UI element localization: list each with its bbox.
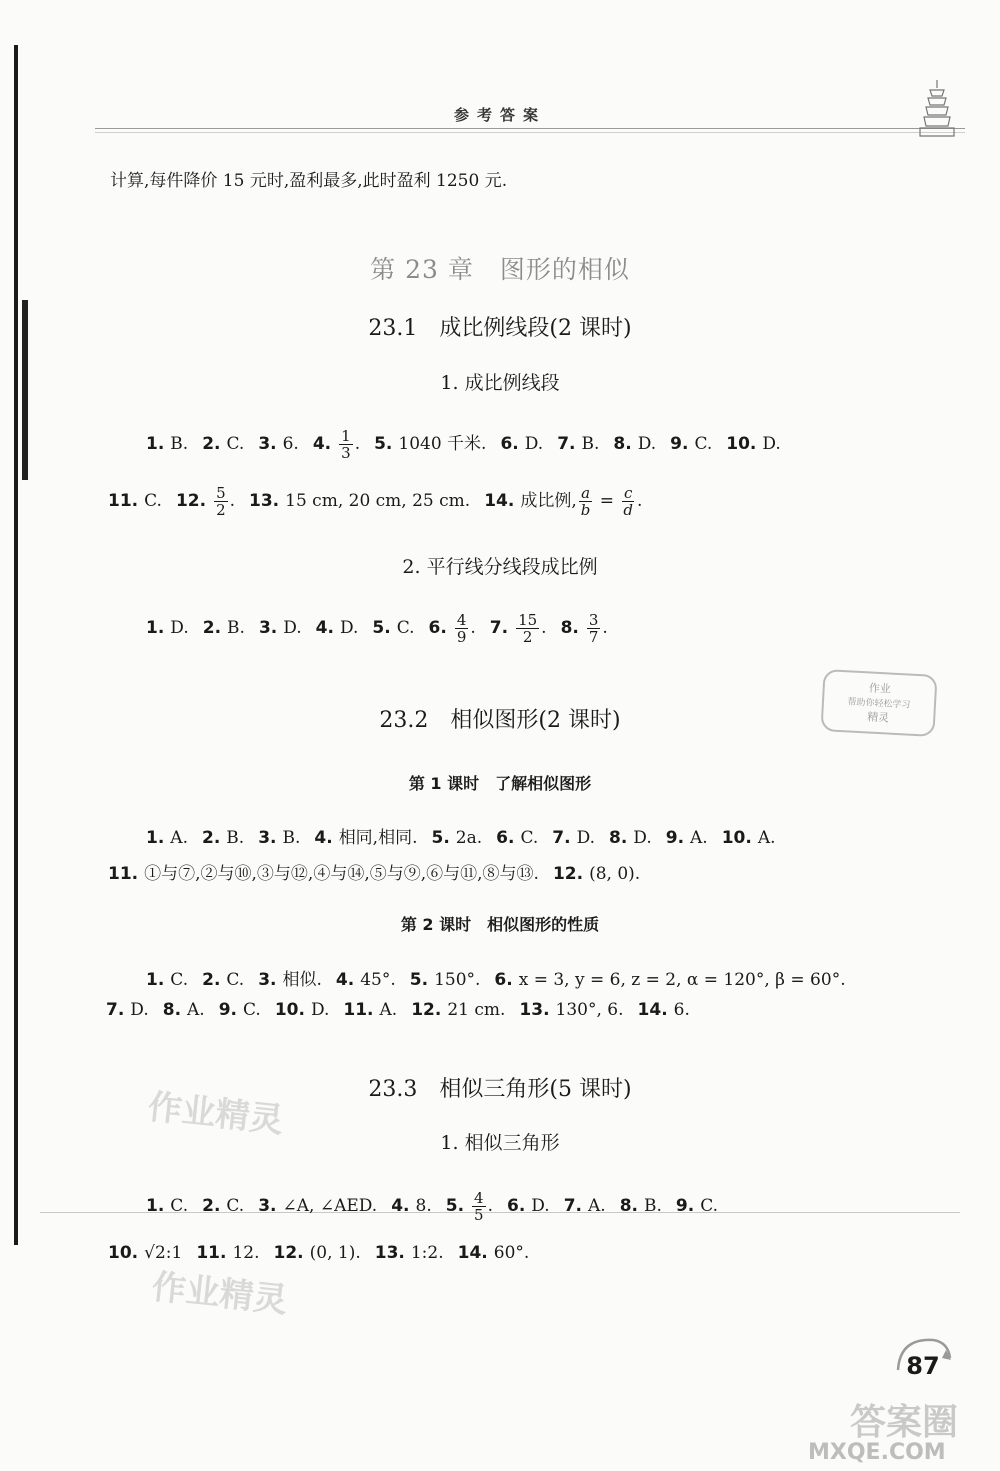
answer-number: 4. [312, 434, 332, 454]
answer-item [146, 434, 188, 454]
answer-item [391, 1196, 432, 1216]
answer-item [196, 1243, 259, 1263]
answer-number: 12. [411, 1000, 442, 1020]
answer-number: 12. [273, 1243, 304, 1263]
answer-number: 14. [484, 491, 515, 511]
answer-value: C. [226, 970, 245, 990]
answer-item [670, 434, 712, 454]
answer-number: 7. [106, 1000, 125, 1020]
answer-value: ①与⑦,②与⑩,③与⑫,④与⑭,⑤与⑨,⑥与⑪,⑧与⑬. [144, 864, 539, 884]
answer-number: 10. [108, 1243, 139, 1263]
answer-number: 2. [201, 828, 221, 848]
answer-number: 4. [391, 1196, 410, 1216]
answer-item [258, 965, 322, 990]
section-title-23-3: 23.3 相似三角形(5 课时) [368, 1077, 632, 1102]
fraction [472, 1190, 486, 1223]
answer-value: A. [757, 828, 776, 848]
answer-item [316, 618, 359, 638]
fraction-denominator: 9 [456, 628, 467, 646]
answer-item [490, 612, 547, 645]
answer-number: 9. [670, 434, 689, 454]
answer-value: C. [226, 1196, 245, 1216]
answer-number: 7. [557, 434, 576, 454]
pagoda-icon [912, 78, 962, 140]
answer-value: B. [282, 828, 301, 848]
answer-value: 12. [232, 1243, 260, 1263]
answer-number: 8. [619, 1196, 638, 1216]
answer-item [620, 1196, 662, 1216]
fraction-denominator: b [580, 501, 591, 519]
answer-number: 13. [249, 491, 280, 511]
answer-value: 8. [415, 1196, 432, 1216]
answer-row [0, 1243, 1000, 1263]
answer-item [676, 1196, 718, 1216]
answer-value: C. [396, 618, 415, 638]
answer-item [507, 1196, 550, 1216]
answer-number: 8. [609, 828, 628, 848]
fraction [516, 612, 539, 645]
site-watermark: MXQE.COM [808, 1440, 946, 1465]
binding-edge [14, 45, 36, 1245]
answer-value: C. [520, 828, 539, 848]
answer-value: 2a. [455, 828, 483, 848]
answer-value: A. [379, 1000, 398, 1020]
brand-watermark: 答案圈 [850, 1402, 959, 1443]
answer-number: 3. [258, 1196, 277, 1216]
answer-row [0, 823, 1000, 848]
answer-number: 8. [613, 434, 632, 454]
stamp-line-1: 作业 [868, 681, 892, 696]
answer-value: 15 cm, 20 cm, 25 cm. [285, 491, 471, 511]
answer-number: 1. [146, 828, 165, 848]
fraction-denominator: 5 [474, 1206, 484, 1224]
answer-value: B. [581, 434, 600, 454]
fraction-denominator: 3 [341, 444, 351, 462]
answer-number: 11. [108, 491, 139, 511]
answer-number: 3. [258, 828, 277, 848]
fraction-numerator: 3 [588, 611, 599, 629]
answer-item [500, 434, 543, 454]
fraction-numerator: c [624, 484, 633, 502]
answer-item [258, 1196, 377, 1216]
answer-item [557, 434, 599, 454]
answer-item [146, 618, 189, 638]
answer-value: √2:1 [144, 1243, 183, 1263]
answer-number: 4. [315, 618, 334, 638]
answer-number: 3. [258, 434, 277, 454]
answer-punct: . [470, 618, 476, 638]
answer-value: 45°. [360, 970, 396, 990]
fraction [621, 485, 635, 518]
answer-number: 11. [108, 864, 139, 884]
answer-value: B. [227, 618, 245, 638]
answer-punct: . [229, 491, 236, 511]
answer-number: 12. [175, 491, 207, 511]
stamp-line-2: 帮助你轻松学习 [847, 697, 911, 711]
answer-value: 成比例, [520, 491, 577, 511]
answer-item [411, 1000, 505, 1020]
answer-item [146, 1196, 188, 1216]
answer-item [258, 828, 300, 848]
answer-value: x = 3, y = 6, z = 2, α = 120°, β = 60°. [518, 970, 846, 990]
answer-value: (0, 1). [309, 1243, 361, 1263]
answer-value: 60°. [493, 1243, 530, 1263]
answer-value: 1040 千米. [398, 434, 487, 454]
answer-number: 6. [496, 828, 515, 848]
fraction [587, 612, 601, 645]
answer-number: 14. [457, 1243, 488, 1263]
answer-punct: . [541, 618, 547, 638]
answer-value: D. [576, 828, 595, 848]
answer-item [666, 828, 708, 848]
answer-item [343, 1000, 397, 1020]
answer-item [552, 828, 595, 848]
answer-value: 相似. [282, 970, 322, 990]
answer-value: D. [633, 828, 652, 848]
answer-row [0, 965, 1000, 990]
fraction [579, 485, 593, 518]
fraction [455, 612, 469, 645]
answer-row [0, 428, 1000, 461]
lesson-title-2: 第 2 课时 相似图形的性质 [400, 915, 600, 934]
answer-value: (8, 0). [589, 864, 641, 884]
answer-value: ∠A, ∠AED. [282, 1196, 378, 1216]
answer-item [564, 1196, 606, 1216]
answer-value: C. [170, 970, 189, 990]
answer-number: 10. [274, 1000, 305, 1020]
answer-number: 12. [552, 864, 584, 884]
subsection-title-proportional-segments: 1. 成比例线段 [440, 372, 560, 394]
answer-item [722, 828, 776, 848]
fraction-denominator: d [623, 501, 634, 519]
fraction-numerator: 15 [518, 611, 538, 629]
answer-number: 1. [146, 434, 165, 454]
answer-item [553, 864, 640, 884]
answer-number: 11. [343, 1000, 374, 1020]
section-title-23-2: 23.2 相似图形(2 课时) [379, 708, 621, 733]
answer-item [106, 1000, 149, 1020]
answer-number: 13. [374, 1243, 405, 1263]
page-header-title: 参考答案 [453, 106, 546, 124]
answer-number: 7. [552, 828, 571, 848]
answer-item [202, 828, 244, 848]
answer-item [146, 828, 188, 848]
answer-value: 21 cm. [447, 1000, 506, 1020]
answer-number: 3. [258, 970, 277, 990]
answer-value: D. [170, 618, 189, 638]
answer-item [108, 491, 162, 511]
answer-value: A. [170, 828, 188, 848]
answer-number: 7. [563, 1196, 583, 1216]
answer-number: 9. [218, 1000, 238, 1020]
answer-number: 2. [202, 618, 222, 638]
answer-number: 4. [335, 970, 355, 990]
answer-item [638, 1000, 690, 1020]
stamp-line-3: 精灵 [866, 710, 890, 725]
answer-value: D. [283, 618, 302, 638]
fraction-denominator: 2 [216, 501, 226, 519]
answer-number: 6. [428, 618, 447, 638]
answer-item [202, 434, 244, 454]
chapter-title: 第 23 章 图形的相似 [370, 255, 630, 284]
fraction [339, 428, 353, 461]
answer-item [314, 823, 417, 848]
answer-number: 1. [146, 618, 165, 638]
intro-text: 计算,每件降价 15 元时,盈利最多,此时盈利 1250 元. [110, 171, 508, 191]
answer-number: 6. [494, 970, 513, 990]
answer-item [219, 1000, 261, 1020]
answer-row [0, 1000, 1000, 1020]
answer-punct: . [602, 618, 608, 638]
answer-value: 130°, 6. [555, 1000, 624, 1020]
answer-value: D. [531, 1196, 550, 1216]
answer-number: 1. [146, 1196, 165, 1216]
answer-number: 14. [637, 1000, 668, 1020]
answer-number: 10. [721, 828, 752, 848]
answer-item [561, 612, 608, 645]
answer-item [275, 1000, 330, 1020]
answer-number: 2. [202, 434, 221, 454]
answer-item [458, 1243, 530, 1263]
answer-item [375, 1243, 444, 1263]
answer-number: 6. [506, 1196, 526, 1216]
answer-value: A. [187, 1000, 205, 1020]
answer-operator: = [594, 491, 620, 511]
answer-number: 2. [202, 970, 221, 990]
watermark-text: 作业精灵 [145, 1086, 286, 1141]
lesson-title-1: 第 1 课时 了解相似图形 [408, 774, 592, 793]
answer-item [496, 828, 538, 848]
answer-number: 3. [258, 618, 278, 638]
answer-value: 150°. [434, 970, 481, 990]
fraction-denominator: 7 [588, 628, 599, 646]
answer-item [429, 612, 476, 645]
section-title-23-1: 23.1 成比例线段(2 课时) [368, 316, 632, 341]
answer-number: 8. [560, 618, 579, 638]
answer-punct: . [354, 434, 361, 454]
answer-item [374, 429, 486, 454]
answer-value: D. [130, 1000, 149, 1020]
answer-number: 4. [314, 828, 333, 848]
answer-number: 10. [726, 434, 757, 454]
answer-number: 9. [675, 1196, 695, 1216]
answer-item [274, 1243, 361, 1263]
answer-item [336, 970, 396, 990]
answer-number: 5. [374, 434, 393, 454]
fraction-numerator: 5 [216, 484, 226, 502]
page-number: 87 [906, 1352, 940, 1380]
answer-number: 2. [202, 1196, 221, 1216]
answer-value: C. [226, 434, 245, 454]
answer-number: 8. [162, 1000, 182, 1020]
answer-item [432, 828, 483, 848]
answer-item [249, 491, 470, 511]
answer-row [0, 859, 1000, 884]
answer-value: A. [588, 1196, 606, 1216]
answer-value: C. [694, 434, 713, 454]
answer-punct: . [487, 1196, 493, 1216]
answer-value: B. [170, 434, 189, 454]
answer-item [163, 1000, 205, 1020]
header-rule [95, 128, 965, 129]
answer-item [313, 428, 360, 461]
answer-value: C. [700, 1196, 719, 1216]
answer-number: 5. [409, 970, 429, 990]
answer-number: 11. [196, 1243, 227, 1263]
subsection-title-parallel-lines: 2. 平行线分线段成比例 [402, 556, 598, 578]
answer-item [519, 1000, 623, 1020]
answer-number: 13. [519, 1000, 550, 1020]
answer-value: D. [524, 434, 544, 454]
answer-number: 9. [665, 828, 685, 848]
answer-item [372, 618, 414, 638]
answer-punct: . [637, 491, 643, 511]
fraction [214, 485, 228, 518]
fraction-denominator: 2 [522, 628, 533, 646]
answer-item [259, 618, 302, 638]
answer-row [0, 1190, 1000, 1223]
answer-item [203, 618, 245, 638]
answer-number: 1. [146, 970, 165, 990]
answer-value: D. [310, 1000, 330, 1020]
answer-row [0, 485, 1000, 518]
answer-value: 相同,相同. [338, 828, 418, 848]
answer-value: C. [243, 1000, 261, 1020]
answer-item [484, 485, 642, 518]
answer-value: 6. [673, 1000, 690, 1020]
fraction-numerator: 4 [474, 1189, 484, 1207]
answer-value: D. [762, 434, 781, 454]
answer-value: C. [170, 1196, 189, 1216]
fraction-numerator: a [581, 484, 591, 502]
answer-item [613, 434, 656, 454]
answer-value: C. [144, 491, 162, 511]
answer-value: D. [637, 434, 657, 454]
answer-value: D. [339, 618, 359, 638]
answer-item [726, 434, 781, 454]
fraction-numerator: 4 [456, 611, 467, 629]
watermark-text-2: 作业精灵 [149, 1266, 290, 1321]
answer-item [202, 1196, 244, 1216]
answer-number: 6. [500, 434, 519, 454]
answer-item [202, 970, 244, 990]
answer-item [410, 970, 481, 990]
answer-number: 5. [445, 1196, 465, 1216]
answer-item [108, 859, 539, 884]
answer-number: 5. [372, 618, 391, 638]
answer-item [446, 1190, 493, 1223]
answer-item [146, 970, 188, 990]
answer-number: 7. [489, 618, 509, 638]
answer-value: 1:2. [410, 1243, 444, 1263]
answer-item [609, 828, 652, 848]
answer-row [0, 612, 1000, 645]
header-rule-secondary [95, 132, 965, 133]
answer-value: A. [690, 828, 708, 848]
answer-item [176, 485, 235, 518]
fraction-numerator: 1 [341, 427, 351, 445]
answer-item [494, 970, 845, 990]
answer-item [258, 434, 299, 454]
answer-value: 6. [282, 434, 299, 454]
answer-value: B. [644, 1196, 662, 1216]
subsection-title-similar-triangles: 1. 相似三角形 [440, 1132, 560, 1154]
answer-number: 5. [431, 828, 450, 848]
answer-value: B. [226, 828, 245, 848]
